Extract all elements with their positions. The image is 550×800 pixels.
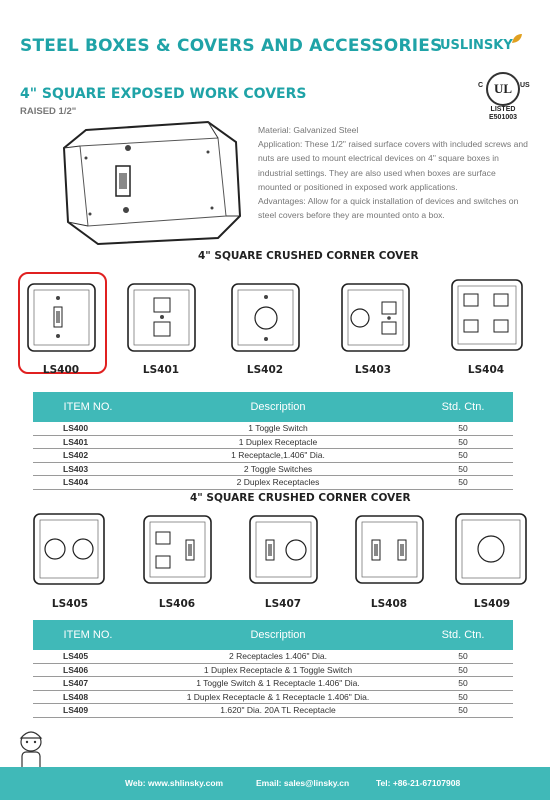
group2-heading: 4" SQUARE CRUSHED CORNER COVER bbox=[190, 492, 411, 504]
ul-us: US bbox=[520, 82, 530, 89]
product-image-ls409 bbox=[452, 510, 532, 590]
brand-us: US bbox=[440, 38, 460, 53]
cell-ctn: 50 bbox=[413, 476, 513, 490]
page-title: STEEL BOXES & COVERS AND ACCESSORIES bbox=[20, 36, 443, 56]
section-title: 4" SQUARE EXPOSED WORK COVERS bbox=[20, 86, 307, 102]
application-text: Application: These 1/2" raised surface covers with included screws and nuts are used to mount electrical devices on 4" square boxes in industrial settings. They are also used when boxes are surface mounted or positioned in exposed work applications. bbox=[258, 139, 528, 192]
cell-ctn: 50 bbox=[413, 704, 513, 718]
product-image-ls400 bbox=[24, 280, 99, 355]
table-header-row bbox=[33, 620, 513, 650]
product-image-ls408 bbox=[352, 512, 427, 587]
cell-item: LS409 bbox=[33, 704, 143, 718]
product-code-ls408: LS408 bbox=[370, 598, 408, 610]
col-item-no: ITEM NO. bbox=[33, 392, 143, 422]
table-header-row bbox=[33, 392, 513, 422]
product-code-ls403: LS403 bbox=[354, 364, 392, 376]
product-image-ls405 bbox=[30, 510, 110, 590]
col-description: Description bbox=[143, 620, 413, 650]
spec-table-2 bbox=[33, 620, 513, 718]
cell-desc: 2 Receptacles 1.406" Dia. bbox=[143, 650, 413, 663]
ul-number: E501003 bbox=[488, 114, 518, 121]
cell-desc: 2 Duplex Receptacles bbox=[143, 476, 413, 490]
cell-ctn: 50 bbox=[413, 422, 513, 435]
ul-c: C bbox=[478, 82, 484, 89]
cell-ctn: 50 bbox=[413, 650, 513, 663]
product-code-ls404: LS404 bbox=[467, 364, 505, 376]
cell-ctn: 50 bbox=[413, 690, 513, 704]
product-description bbox=[258, 123, 530, 222]
product-code-ls401: LS401 bbox=[142, 364, 180, 376]
cell-desc: 1 Duplex Receptacle bbox=[143, 435, 413, 449]
cell-item: LS408 bbox=[33, 690, 143, 704]
ul-listed: LISTED bbox=[490, 106, 516, 113]
cell-item: LS404 bbox=[33, 476, 143, 490]
product-code-ls400: LS400 bbox=[42, 364, 80, 376]
product-code-ls407: LS407 bbox=[264, 598, 302, 610]
cell-ctn: 50 bbox=[413, 677, 513, 691]
cell-desc: 1 Receptacle,1.406" Dia. bbox=[143, 449, 413, 463]
cell-item: LS403 bbox=[33, 462, 143, 476]
footer-tel: Tel: +86-21-67107908 bbox=[376, 778, 461, 788]
leaf-logo-icon bbox=[510, 33, 524, 45]
table-row bbox=[33, 690, 513, 704]
cell-ctn: 50 bbox=[413, 449, 513, 463]
table-row bbox=[33, 435, 513, 449]
cell-ctn: 50 bbox=[413, 462, 513, 476]
cell-item: LS402 bbox=[33, 449, 143, 463]
col-description: Description bbox=[143, 392, 413, 422]
col-std-ctn: Std. Ctn. bbox=[413, 392, 513, 422]
product-image-ls404 bbox=[448, 276, 528, 356]
cell-desc: 1 Toggle Switch & 1 Receptacle 1.406" Dia. bbox=[143, 677, 413, 691]
product-image-ls402 bbox=[228, 280, 303, 355]
product-code-ls406: LS406 bbox=[158, 598, 196, 610]
cell-item: LS406 bbox=[33, 663, 143, 677]
cell-item: LS407 bbox=[33, 677, 143, 691]
table-row bbox=[33, 663, 513, 677]
product-code-ls405: LS405 bbox=[51, 598, 89, 610]
table-row bbox=[33, 704, 513, 718]
cell-desc: 1 Toggle Switch bbox=[143, 422, 413, 435]
product-image-ls406 bbox=[140, 512, 215, 587]
cell-ctn: 50 bbox=[413, 435, 513, 449]
table-row bbox=[33, 650, 513, 663]
cell-item: LS405 bbox=[33, 650, 143, 663]
advantages-text: Advantages: Allow for a quick installation of devices and switches on steel covers before they are mounted onto a box. bbox=[258, 196, 519, 221]
cell-item: LS400 bbox=[33, 422, 143, 435]
table-row bbox=[33, 677, 513, 691]
col-std-ctn: Std. Ctn. bbox=[413, 620, 513, 650]
cell-item: LS401 bbox=[33, 435, 143, 449]
cell-desc: 2 Toggle Switches bbox=[143, 462, 413, 476]
footer-web[interactable]: Web: www.shlinsky.com bbox=[125, 778, 224, 788]
product-image-ls401 bbox=[124, 280, 199, 355]
cell-desc: 1 Duplex Receptacle & 1 Receptacle 1.406" Dia. bbox=[143, 690, 413, 704]
section-subtitle: RAISED 1/2" bbox=[20, 106, 77, 117]
product-image-ls407 bbox=[246, 512, 321, 587]
cell-desc: 1.620" Dia. 20A TL Receptacle bbox=[143, 704, 413, 718]
col-item-no: ITEM NO. bbox=[33, 620, 143, 650]
table-row bbox=[33, 422, 513, 435]
footer-bar bbox=[0, 767, 550, 800]
material-text: Material: Galvanized Steel bbox=[258, 125, 359, 135]
table-row bbox=[33, 476, 513, 490]
cell-desc: 1 Duplex Receptacle & 1 Toggle Switch bbox=[143, 663, 413, 677]
main-cover-illustration bbox=[58, 118, 248, 248]
table-row bbox=[33, 462, 513, 476]
table-row bbox=[33, 449, 513, 463]
ul-logo-icon: UL bbox=[486, 72, 520, 106]
brand-rest: LINSKY bbox=[459, 38, 513, 53]
product-code-ls409: LS409 bbox=[473, 598, 511, 610]
product-image-ls403 bbox=[338, 280, 413, 355]
cell-ctn: 50 bbox=[413, 663, 513, 677]
brand-logo bbox=[440, 38, 513, 53]
group1-heading: 4" SQUARE CRUSHED CORNER COVER bbox=[198, 250, 419, 262]
spec-table-1 bbox=[33, 392, 513, 490]
footer-email[interactable]: Email: sales@linsky.cn bbox=[256, 778, 350, 788]
ul-listed-mark bbox=[467, 72, 539, 122]
product-code-ls402: LS402 bbox=[246, 364, 284, 376]
